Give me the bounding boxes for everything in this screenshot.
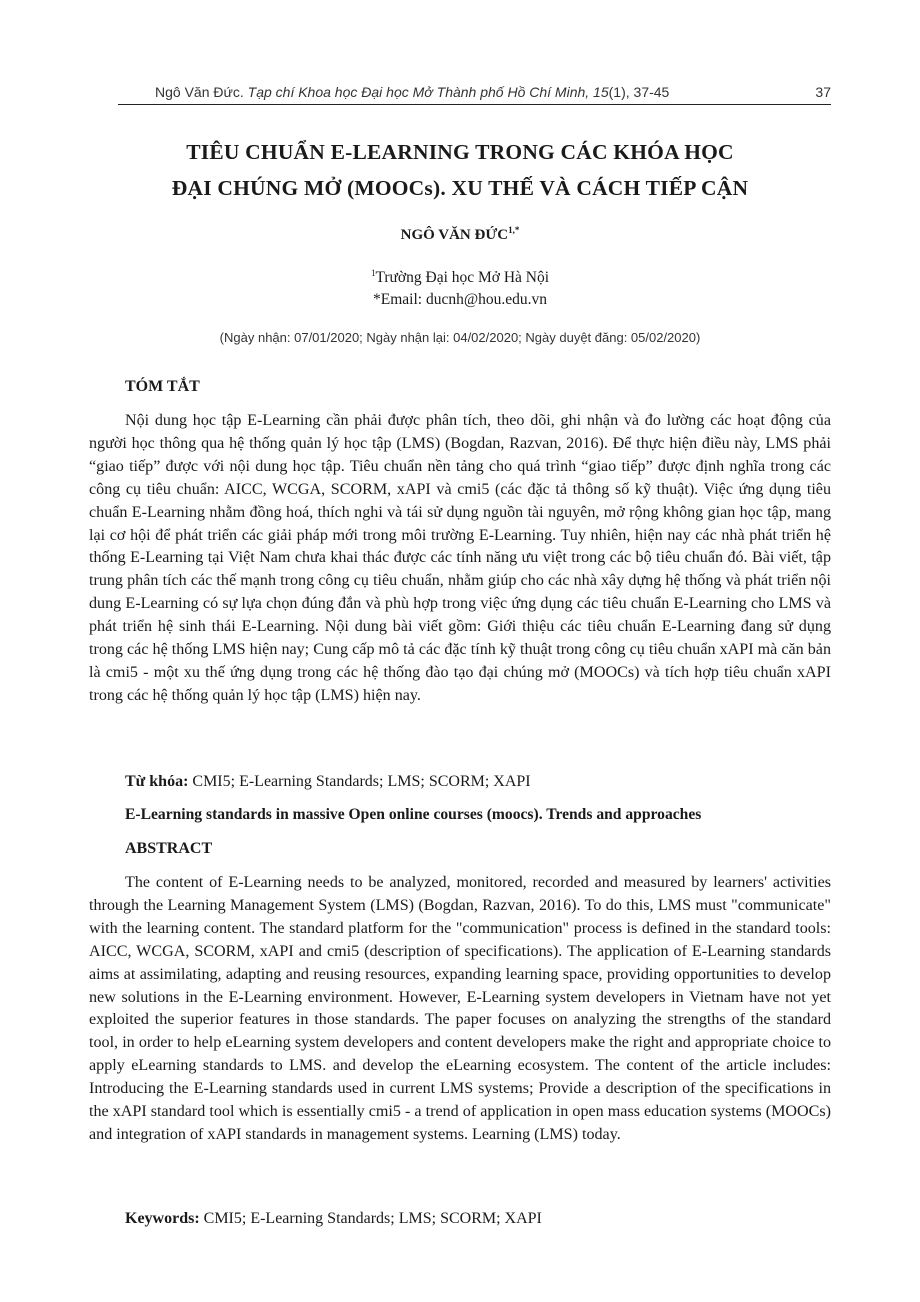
en-keywords bbox=[125, 1210, 542, 1228]
page-number: 37 bbox=[815, 84, 831, 100]
vn-keywords-value: CMI5; E-Learning Standards; LMS; SCORM; XAPI bbox=[192, 773, 531, 790]
author-email: *Email: ducnh@hou.edu.vn bbox=[373, 291, 547, 308]
title-line-1: TIÊU CHUẨN E-LEARNING TRONG CÁC KHÓA HỌC bbox=[186, 140, 734, 164]
affiliation-marker: 1 bbox=[370, 268, 376, 278]
vn-keywords bbox=[125, 773, 531, 791]
affiliation-block bbox=[0, 262, 920, 311]
en-keywords-label: Keywords: bbox=[125, 1210, 200, 1227]
vn-abstract-text: Nội dung học tập E-Learning cần phải được phân tích, theo dõi, ghi nhận và đo lường các hoạt động của người học thông qua hệ thống quản lý học tập (LMS) (Bogdan, Razvan, 2016). Để thực hiện điều này, LMS phải “giao tiếp” được với nội dung học tập. Tiêu chuẩn nền tảng cho quá trình “giao tiếp” được định nghĩa trong các công cụ tiêu chuẩn: AICC, WCGA, SCORM, xAPI và cmi5 (các đặc tả thông số kỹ thuật). Việc ứng dụng tiêu chuẩn E-Learning nhằm đồng hoá, thích nghi và tái sử dụng nguồn tài nguyên, mở rộng không gian học tập, mang lại cơ hội để phát triển các giải pháp mới trong môi trường E-Learning. Tuy nhiên, hiện nay các nhà phát triển hệ thống E-Learning tại Việt Nam chưa khai thác được các tính năng ưu việt trong các bộ tiêu chuẩn đó. Bài viết, tập trung phân tích các thế mạnh trong công cụ tiêu chuẩn, nhằm giúp cho các nhà xây dựng hệ thống và phát triển nội dung E-Learning có sự lựa chọn đúng đắn và phù hợp trong việc ứng dụng các tiêu chuẩn E-Learning cho LMS và phát triển hệ sinh thái E-Learning. Nội dung bài viết gồm: Giới thiệu các tiêu chuẩn E-Learning đang sử dụng trong các hệ thống LMS hiện nay; Cung cấp mô tả các đặc tính kỹ thuật trong công cụ tiêu chuẩn xAPI mà căn bản là cmi5 - một xu thế ứng dụng trong các hệ thống đào tạo đại chúng mở (MOOCs) và tích hợp tiêu chuẩn xAPI trong các hệ thống quản lý học tập (LMS) hiện nay. bbox=[89, 412, 831, 704]
en-abstract-heading: ABSTRACT bbox=[125, 840, 213, 857]
english-title: E-Learning standards in massive Open online courses (moocs). Trends and approaches bbox=[125, 806, 702, 823]
affiliation-line bbox=[0, 262, 920, 289]
affiliation-institution: Trường Đại học Mở Hà Nội bbox=[375, 269, 550, 286]
vn-keywords-label: Từ khóa: bbox=[125, 773, 189, 790]
en-abstract-text: The content of E-Learning needs to be analyzed, monitored, recorded and measured by learners' activities through the Learning Management System (LMS) (Bogdan, Razvan, 2016). To do this, LMS must "communicate" with the learning content. The standard platform for the "communication" process is defined in the standard tools: AICC, WCGA, SCORM, xAPI and cmi5 (description of specifications). The application of E-Learning standards aims at assimilating, adapting and reusing resources, expanding learning space, providing opportunities to develop new solutions in the E-Learning environment. However, E-Learning system developers in Vietnam have not yet exploited the superior features in those standards. The paper focuses on analyzing the strengths of the standard tool, in order to help eLearning system developers and content developers make the right and appropriate choice to apply eLearning standards to LMS. and develop the eLearning ecosystem. The content of the article includes: Introducing the E-Learning standards used in current LMS systems; Provide a description of the specifications in the xAPI standard tool which is essentially cmi5 - a trend of application in open mass education systems (MOOCs) and integration of xAPI standards in management systems. Learning (LMS) today. bbox=[89, 874, 831, 1143]
header-issue: (1), 37-45 bbox=[608, 84, 670, 100]
author-name: NGÔ VĂN ĐỨC bbox=[400, 227, 509, 243]
submission-dates: (Ngày nhận: 07/01/2020; Ngày nhận lại: 04/02/2020; Ngày duyệt đăng: 05/02/2020) bbox=[219, 330, 701, 345]
author-marker: 1,* bbox=[508, 225, 520, 235]
running-header bbox=[118, 82, 831, 105]
header-author: Ngô Văn Đức. bbox=[155, 84, 244, 100]
paper-title bbox=[60, 134, 860, 206]
en-keywords-value: CMI5; E-Learning Standards; LMS; SCORM; XAPI bbox=[203, 1210, 542, 1227]
author-line bbox=[0, 225, 920, 244]
header-journal: Tạp chí Khoa học Đại học Mở Thành phố Hồ Chí Minh, 15 bbox=[247, 84, 609, 100]
title-line-2: ĐẠI CHÚNG MỞ (MOOCs). XU THẾ VÀ CÁCH TIẾP CẬN bbox=[171, 176, 749, 200]
running-citation bbox=[155, 84, 669, 100]
vn-abstract-heading: TÓM TẮT bbox=[125, 378, 200, 395]
